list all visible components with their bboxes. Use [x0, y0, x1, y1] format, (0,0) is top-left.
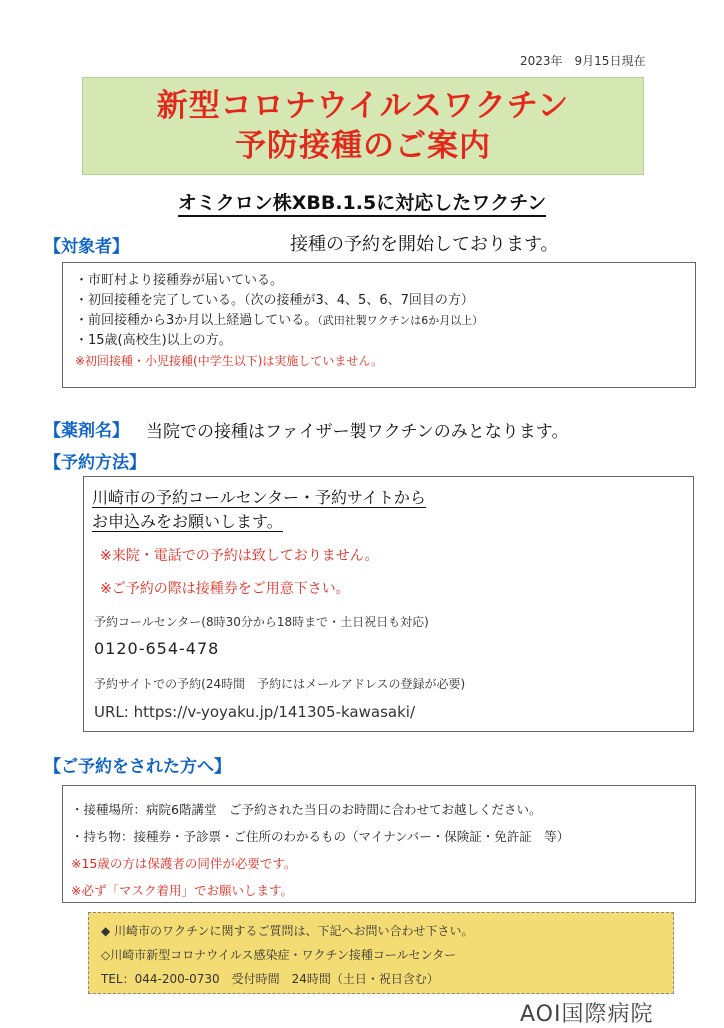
- contact-line-1: ◆ 川崎市のワクチンに関するご質問は、下記へお問い合わせ下さい。: [101, 924, 474, 938]
- subtitle-text: オミクロン株XBB.1.5に対応したワクチン: [178, 192, 547, 217]
- booking-line-1-text: 川崎市の予約コールセンター・予約サイトから: [92, 488, 426, 507]
- reserved-header: 【ご予約をされた方へ】: [44, 757, 231, 777]
- contact-line-2: ◇川崎市新型コロナウイルス感染症・ワクチン接種コールセンター: [101, 948, 457, 962]
- reserved-note-2: ※必ず「マスク着用」でお願いします。: [71, 883, 293, 898]
- target-item-3: [75, 311, 695, 331]
- hospital-name: AOI国際病院: [520, 1002, 654, 1027]
- target-header: 【対象者】: [44, 237, 129, 257]
- target-item-3-text: ・前回接種から3か月以上経過している。: [75, 313, 318, 328]
- reserved-place: ・接種場所：病院6階講堂 ご予約された当日のお時間に合わせてお越しください。: [71, 802, 542, 817]
- target-box: [62, 262, 696, 388]
- target-item-2: ・初回接種を完了している。（次の接種が3、4、5、6、7回目の方）: [75, 293, 474, 308]
- announce-text: 接種の予約を開始しております。: [290, 234, 559, 255]
- booking-note-1: ※来院・電話での予約は致しておりません。: [100, 548, 379, 564]
- drug-header: 【薬剤名】: [44, 421, 129, 441]
- call-center-phone: 0120-654-478: [94, 639, 220, 658]
- booking-site-label: 予約サイトでの予約(24時間 予約にはメールアドレスの登録が必要): [94, 677, 466, 691]
- target-item-1: ・市町村より接種券が届いている。: [75, 273, 284, 288]
- booking-line-2-text: お申込みをお願いします。: [92, 512, 283, 531]
- booking-url: URL: https://v-yoyaku.jp/141305-kawasaki/: [94, 703, 415, 721]
- target-item-3-note: （武田社製ワクチンは6か月以上）: [317, 314, 484, 327]
- reserved-box: [62, 785, 696, 903]
- booking-line-2: [92, 509, 283, 532]
- booking-note-2: ※ご予約の際は接種券をご用意下さい。: [100, 581, 350, 597]
- booking-header: 【予約方法】: [44, 453, 146, 473]
- booking-line-1: [92, 485, 426, 508]
- title-line-2: 予防接種のご案内: [235, 128, 491, 164]
- target-warning: ※初回接種・小児接種(中学生以下)は実施していません。: [75, 354, 384, 368]
- subtitle: [0, 188, 724, 215]
- date-label: 2023年 9月15日現在: [520, 54, 646, 68]
- call-center-label: 予約コールセンター(8時30分から18時まで・土日祝日も対応): [94, 615, 429, 629]
- target-item-4: ・15歳(高校生)以上の方。: [75, 333, 232, 348]
- title-banner: [82, 77, 644, 175]
- contact-box: [88, 912, 674, 994]
- title-line-1: 新型コロナウイルスワクチン: [156, 88, 570, 124]
- reserved-note-1: ※15歳の方は保護者の同伴が必要です。: [71, 856, 297, 871]
- drug-text: 当院での接種はファイザー製ワクチンのみとなります。: [146, 422, 569, 442]
- reserved-items: ・持ち物：接種券・予診票・ご住所のわかるもの（マイナンバー・保険証・免許証 等）: [71, 829, 570, 844]
- contact-line-3: TEL：044-200-0730 受付時間 24時間（土日・祝日含む）: [101, 972, 439, 986]
